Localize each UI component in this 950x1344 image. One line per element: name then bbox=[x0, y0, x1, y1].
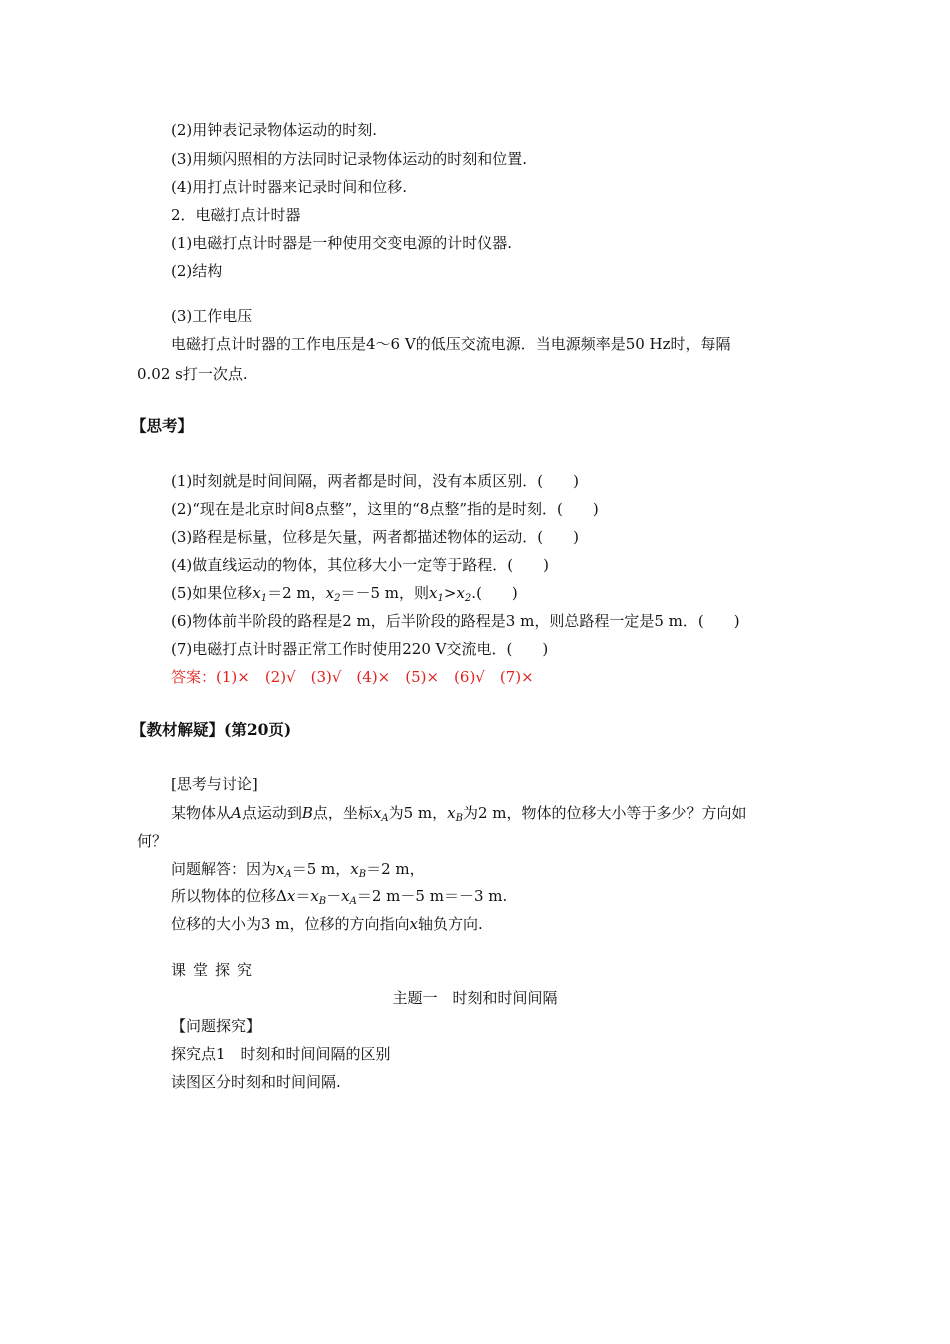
question-5: (5)如果位移$x_1=2$ m，$x_2=-5$ m，则$x_1>x_2$.( ) bbox=[171, 584, 518, 604]
answer-line: 答案：(1)× (2)√ (3)√ (4)× (5)× (6)√ (7)× bbox=[171, 668, 534, 686]
problem-text: 某物体从A点运动到B点，坐标$x_A$为5 m，$x_B$为2 m，物体的位移大小等于多少？方向如 bbox=[171, 804, 747, 824]
problem-text-cont: 何？ bbox=[137, 832, 168, 850]
question-7: (7)电磁打点计时器正常工作时使用220 V交流电．( ) bbox=[171, 640, 549, 658]
question-4: (4)做直线运动的物体，其位移大小一定等于路程．( ) bbox=[171, 556, 549, 574]
text-line: (3)用频闪照相的方法同时记录物体运动的时刻和位置. bbox=[171, 150, 528, 168]
think-heading: 【思考】 bbox=[131, 416, 194, 435]
section-label: 课堂探究 bbox=[171, 961, 260, 979]
answer-line-3: 位移的大小为3 m，位移的方向指向x轴负方向. bbox=[171, 915, 483, 933]
textbook-heading: 【教材解疑】(第20页) bbox=[131, 720, 292, 739]
question-6: (6)物体前半阶段的路程是2 m，后半阶段的路程是3 m，则总路程一定是5 m．( ) bbox=[171, 612, 740, 630]
text-line: (3)工作电压 bbox=[171, 307, 253, 325]
discussion-label: [思考与讨论] bbox=[171, 775, 258, 793]
topic-title: 主题一 时刻和时间间隔 bbox=[392, 989, 558, 1007]
question-2: (2)“现在是北京时间8点整”，这里的“8点整”指的是时刻．( ) bbox=[171, 500, 599, 518]
read-instruction: 读图区分时刻和时间间隔. bbox=[171, 1073, 341, 1091]
question-1: (1)时刻就是时间间隔，两者都是时间，没有本质区别．( ) bbox=[171, 472, 579, 490]
text-line: (2)用钟表记录物体运动的时刻. bbox=[171, 121, 378, 139]
text-line: (2)结构 bbox=[171, 262, 223, 280]
answer-line-1: 问题解答：因为$x_A=5$ m，$x_B=2$ m， bbox=[171, 860, 425, 880]
section-heading: 2．电磁打点计时器 bbox=[171, 206, 301, 224]
text-line: (4)用打点计时器来记录时间和位移. bbox=[171, 178, 408, 196]
answer-line-2: 所以物体的位移$\Delta x=x_B-x_A=2$ m－5 m＝－3 m. bbox=[171, 887, 508, 907]
text-line: 电磁打点计时器的工作电压是4～6 V的低压交流电源．当电源频率是50 Hz时，每隔 bbox=[171, 335, 731, 353]
text-line: (1)电磁打点计时器是一种使用交变电源的计时仪器. bbox=[171, 234, 513, 252]
explore-point: 探究点1 时刻和时间间隔的区别 bbox=[171, 1045, 391, 1063]
text-line: 0.02 s打一次点. bbox=[137, 365, 248, 383]
question-3: (3)路程是标量，位移是矢量，两者都描述物体的运动．( ) bbox=[171, 528, 579, 546]
problem-explore-heading: 【问题探究】 bbox=[171, 1017, 262, 1035]
